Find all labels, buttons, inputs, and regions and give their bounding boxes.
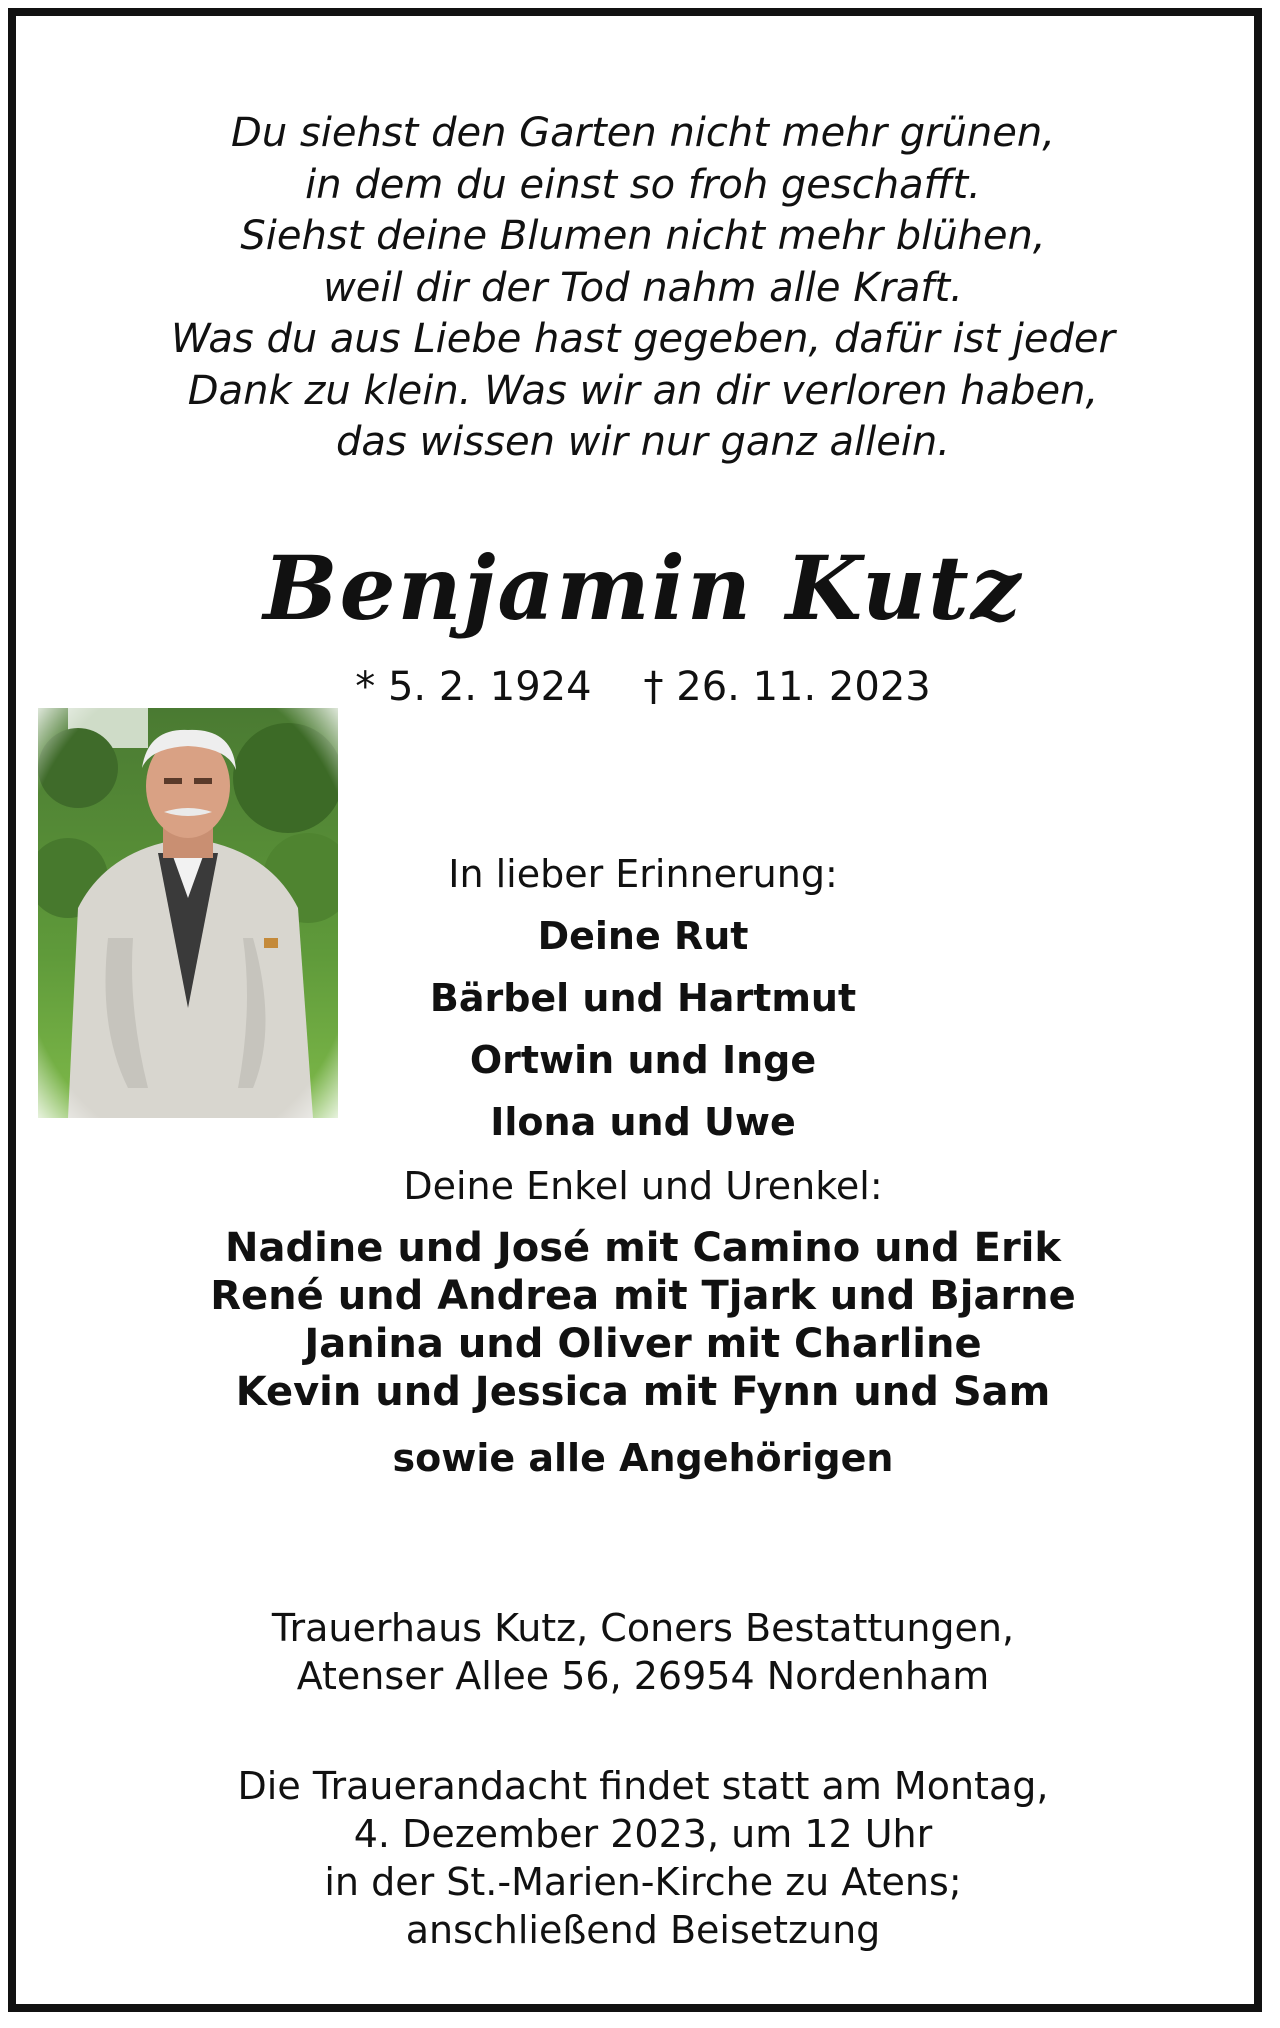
poem-line: Siehst deine Blumen nicht mehr blühen, bbox=[240, 213, 1046, 259]
grandchildren-line: René und Andrea mit Tjark und Bjarne bbox=[210, 1273, 1076, 1319]
grandchildren-list bbox=[16, 1224, 1270, 1416]
poem-line: Dank zu klein. Was wir an dir verloren haben, bbox=[187, 367, 1099, 414]
address-line: Atenser Allee 56, 26954 Nordenham bbox=[296, 1654, 990, 1698]
obituary-frame bbox=[8, 8, 1262, 2012]
life-dates bbox=[16, 664, 1270, 710]
poem-line: Du siehst den Garten nicht mehr grünen, bbox=[231, 110, 1055, 156]
remembrance-heading: In lieber Erinnerung: bbox=[448, 852, 838, 896]
service-line: in der St.-Marien-Kirche zu Atens; bbox=[324, 1860, 962, 1904]
grandchildren-heading: Deine Enkel und Urenkel: bbox=[403, 1164, 883, 1208]
poem bbox=[16, 108, 1270, 469]
family-name: Ortwin und Inge bbox=[469, 1038, 817, 1082]
family-name: Bärbel und Hartmut bbox=[429, 976, 857, 1020]
deceased-name: Benjamin Kutz bbox=[263, 536, 1023, 640]
poem-line: das wissen wir nur ganz allein. bbox=[336, 419, 950, 465]
poem-line: in dem du einst so froh geschafft. bbox=[305, 161, 981, 208]
address-line: Trauerhaus Kutz, Coners Bestattungen, bbox=[271, 1606, 1015, 1650]
grandchildren-line: Janina und Oliver mit Charline bbox=[304, 1321, 982, 1367]
service-line: anschließend Beisetzung bbox=[405, 1908, 881, 1952]
service-details bbox=[16, 1762, 1270, 1954]
poem-line: weil dir der Tod nahm alle Kraft. bbox=[323, 264, 963, 311]
family-name: Deine Rut bbox=[537, 914, 749, 958]
grandchildren-line: Nadine und José mit Camino und Erik bbox=[224, 1225, 1061, 1271]
family-name: Ilona und Uwe bbox=[490, 1100, 796, 1144]
death-date: † 26. 11. 2023 bbox=[643, 664, 931, 710]
relatives-closing: sowie alle Angehörigen bbox=[392, 1436, 894, 1480]
poem-line: Was du aus Liebe hast gegeben, dafür ist jeder bbox=[171, 316, 1115, 362]
grandchildren-line: Kevin und Jessica mit Fynn und Sam bbox=[235, 1369, 1051, 1415]
service-line: Die Trauerandacht findet statt am Montag, bbox=[237, 1764, 1049, 1808]
birth-date: * 5. 2. 1924 bbox=[355, 664, 592, 710]
service-line: 4. Dezember 2023, um 12 Uhr bbox=[353, 1812, 933, 1856]
funeral-home-address bbox=[16, 1604, 1270, 1700]
